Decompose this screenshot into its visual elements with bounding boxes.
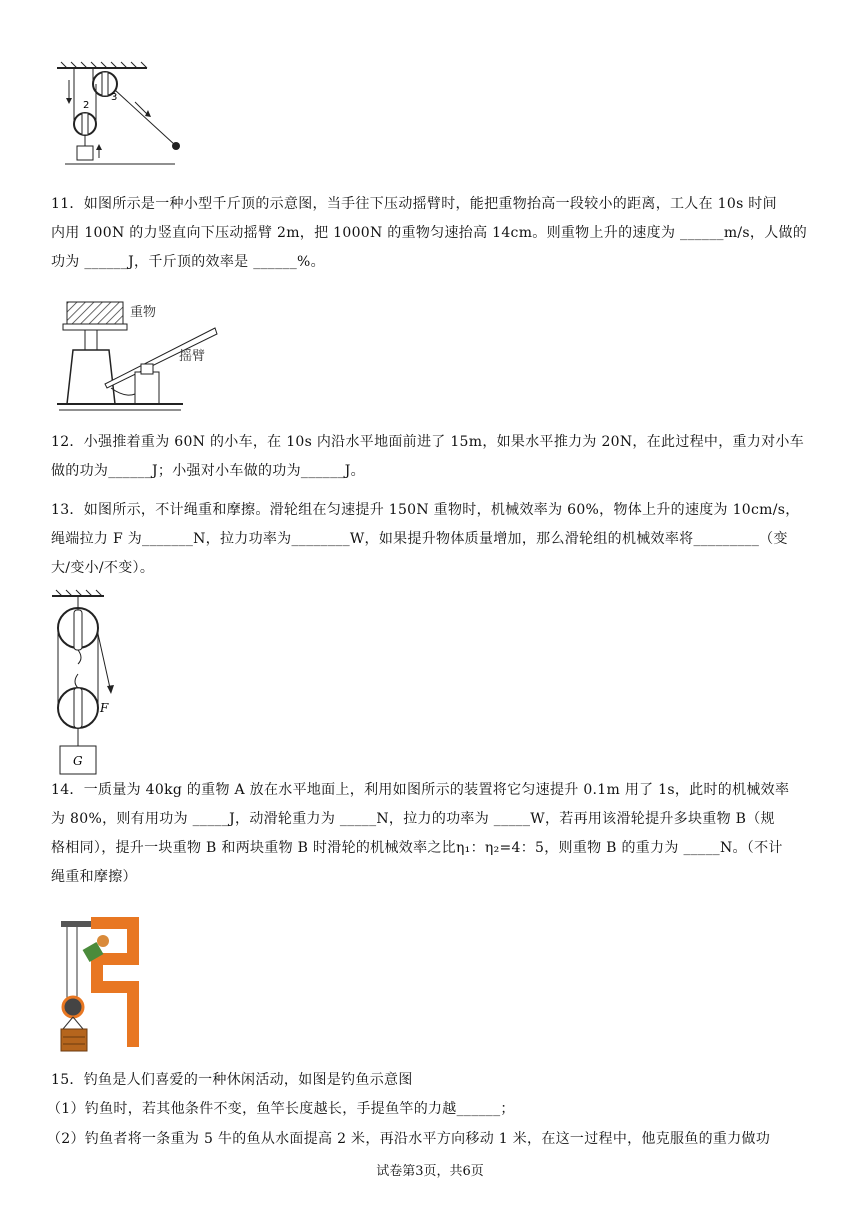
question-13 xyxy=(51,496,811,583)
q11-line-1: 11．如图所示是一种小型千斤顶的示意图，当手往下压动摇臂时，能把重物抬高一段较小的距离，工人在 10s 时间 xyxy=(51,196,777,212)
label-weight: 重物 xyxy=(130,305,157,320)
question-11 xyxy=(51,190,811,277)
lifting-frame-figure xyxy=(55,915,155,1055)
q11-line-3: 功为 ______J，千斤顶的效率是 ______%。 xyxy=(51,254,325,270)
q12-line-1: 12．小强推着重为 60N 的小车，在 10s 内沿水平地面前进了 15m，如果水平推力为 20N，在此过程中，重力对小车 xyxy=(51,434,805,450)
q15-line-2: （1）钓鱼时，若其他条件不变，鱼竿长度越长，手提鱼竿的力越______； xyxy=(47,1101,515,1117)
pulley-block-figure xyxy=(48,588,128,778)
q12-line-2: 做的功为______J；小强对小车做的功为______J。 xyxy=(51,463,365,479)
label-g: G xyxy=(73,754,83,768)
page-footer: 试卷第3页，共6页 xyxy=(376,1164,484,1179)
question-14 xyxy=(51,776,811,892)
q15-line-3: （2）钓鱼者将一条重为 5 牛的鱼从水面提高 2 米，再沿水平方向移动 1 米，在这一过程中，他克服鱼的重力做功 xyxy=(47,1131,771,1147)
q11-line-2: 内用 100N 的力竖直向下压动摇臂 2m，把 1000N 的重物匀速抬高 14cm。则重物上升的速度为 ______m/s，人做的 xyxy=(51,225,808,241)
q13-line-1: 13．如图所示，不计绳重和摩擦。滑轮组在匀速提升 150N 重物时，机械效率为 60%，物体上升的速度为 10cm/s， xyxy=(51,502,800,518)
pulley-label-3: 3 xyxy=(111,92,118,103)
q13-line-2: 绳端拉力 F 为_______N，拉力功率为________W，如果提升物体质量增加，那么滑轮组的机械效率将_________（变 xyxy=(51,531,788,547)
question-15 xyxy=(47,1066,811,1150)
pulley-label-2: 2 xyxy=(83,100,90,111)
jack-figure xyxy=(55,298,206,416)
label-arm: 摇臂 xyxy=(179,349,206,364)
pulley-system-figure-top xyxy=(55,60,185,170)
q14-line-2: 为 80%，则有用功为 _____J，动滑轮重力为 _____N，拉力的功率为 _____W，若再用该滑轮提升多块重物 B（规 xyxy=(51,811,775,827)
q14-line-1: 14．一质量为 40kg 的重物 A 放在水平地面上，利用如图所示的装置将它匀速提升 0.1m 用了 1s，此时的机械效率 xyxy=(51,782,790,798)
q13-line-3: 大/变小/不变）。 xyxy=(51,560,155,576)
q15-line-1: 15．钓鱼是人们喜爱的一种休闲活动，如图是钓鱼示意图 xyxy=(51,1072,413,1088)
question-12 xyxy=(51,428,811,486)
q14-line-4: 绳重和摩擦） xyxy=(51,869,137,885)
q14-line-3: 格相同），提升一块重物 B 和两块重物 B 时滑轮的机械效率之比η₁：η₂=4：5，则重物 B 的重力为 _____N。（不计 xyxy=(51,840,783,856)
label-f: F xyxy=(100,701,109,715)
